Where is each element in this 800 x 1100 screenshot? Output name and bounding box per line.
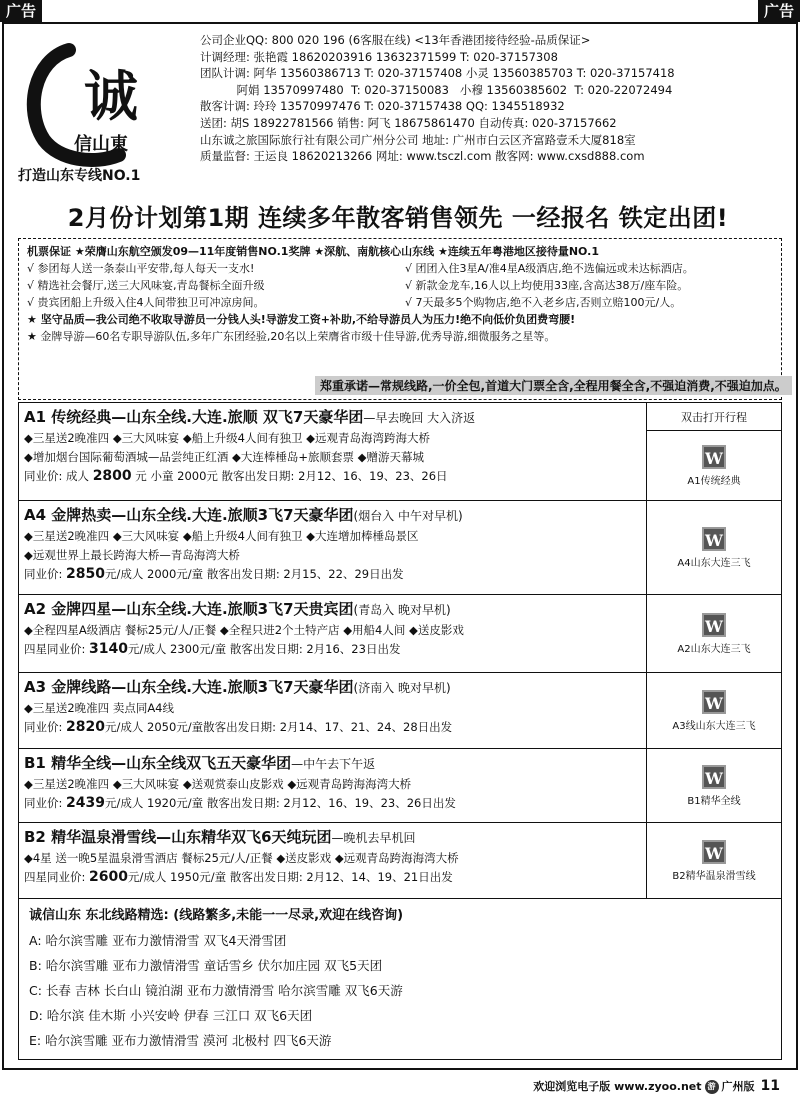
tour-title [24,598,641,621]
tour-feature-line: ◆三星送2晚准四 ◆三大风味宴 ◆船上升级4人间有独卫 ◆远观青岛海湾跨海大桥 [24,431,430,445]
guarantee-item: √ 团团入住3星A/准4星A级酒店,绝不选偏远或未达标酒店。 [405,262,694,275]
itinerary-file[interactable] [647,431,781,501]
tour-price-b: 2850 [66,566,105,582]
tour-title-main: A2 金牌四星—山东全线.大连.旅顺3飞7天贵宾团 [24,600,354,618]
tour-title-sub: —中午去下午返 [291,757,376,771]
itinerary-file-label: A3线山东大连三飞 [672,720,756,732]
ad-tag-left: 广告 [0,0,42,22]
tour-price-b: 2439 [66,795,105,811]
tour-feature-line: ◆三星送2晚准四 卖点同A4线 [24,701,174,715]
tour-price-b: 2800 [92,468,132,484]
tour-title-sub: (青岛入 晚对早机) [353,603,451,617]
guarantee-quality: ★ 坚守品质—我公司绝不收取导游员一分钱人头!导游发工资+补助,不给导游员人为压力!绝不向低价负团费弯腰! [27,313,576,326]
footer-text: 欢迎浏览电子版 www.zyoo.net [533,1080,702,1093]
word-doc-icon[interactable]: W [702,840,726,864]
tour-price-a: 同业价: [24,796,67,810]
logo-sub-chars: 信山東 [74,134,128,155]
tour-table [18,402,782,1060]
tour-row [19,595,646,673]
contact-line: 计调经理: 张艳霞 18620203916 13632371599 T: 020-37157308 [200,49,558,64]
page-number: 11 [760,1078,780,1094]
tour-feature-line: ◆三星送2晚准四 ◆三大风味宴 ◆送观赏泰山皮影戏 ◆远观青岛跨海海湾大桥 [24,777,412,791]
company-logo [14,30,184,190]
itinerary-files [647,403,781,899]
tour-feature-line: ◆增加烟台国际葡萄酒城—品尝纯正红酒 ◆大连棒棰岛+旅顺套票 ◆赠游天幕城 [24,450,424,464]
tour-title-sub: (济南入 晚对早机) [353,681,451,695]
tour-price-c: 元 小童 2000元 散客出发日期: 2月12、16、19、23、26日 [131,469,448,483]
tour-price [24,640,641,659]
contact-block [200,32,785,165]
tour-price-a: 四星同业价: [24,870,90,884]
itinerary-file[interactable] [647,823,781,899]
tour-price [24,718,641,737]
tour-feature-line: ◆全程四星A级酒店 餐标25元/人/正餐 ◆全程只进2个土特产店 ◆用船4人间 ◆送皮影戏 [24,623,464,637]
tour-list [19,403,647,899]
promise-banner: 郑重承诺—常规线路,一价全包,首道大门票全含,全程用餐全含,不强迫消费,不强迫加点。 [315,376,792,395]
route-item: D: 哈尔滨 佳木斯 小兴安岭 伊春 三江口 双飞6天团 [29,1008,313,1023]
guarantee-item: √ 新款金龙车,16人以上均使用33座,含高达38万/座车险。 [405,279,689,292]
itinerary-file[interactable] [647,673,781,749]
contact-line: 山东诚之旅国际旅行社有限公司广州分公司 地址: 广州市白云区齐富路壹禾大厦818室 [200,132,636,147]
route-item: B: 哈尔滨雪雕 亚布力激情滑雪 童话雪乡 伏尔加庄园 双飞5天团 [29,958,383,973]
guarantee-item: √ 7天最多5个购物店,绝不入老乡店,否则立赔100元/人。 [405,296,682,309]
contact-line: 阿娟 13570997480 T: 020-37150083 小穆 13560385602 T: 020-22072494 [200,82,673,97]
itinerary-file[interactable] [647,501,781,595]
logo-slogan: 打造山东专线NO.1 [18,168,141,184]
tour-title [24,406,641,429]
tour-title-sub: (烟台入 中午对早机) [353,509,463,523]
tour-price-c: 元/成人 2050元/童散客出发日期: 2月14、17、21、24、28日出发 [105,720,453,734]
zyoo-badge-icon: 游 [705,1080,719,1094]
guarantee-guide: ★ 金牌导游—60名专职导游队伍,多年广东团经验,20名以上荣膺省市级十佳导游,优秀导游,细微服务之星等。 [27,330,556,343]
route-item: A: 哈尔滨雪雕 亚布力激情滑雪 双飞4天滑雪团 [29,933,287,948]
tour-feature-line: ◆远观世界上最长跨海大桥—青岛海湾大桥 [24,548,240,562]
contact-line: 散客计调: 玲玲 13570997476 T: 020-37157438 QQ: 1345518932 [200,99,565,114]
tour-row [19,403,646,501]
logo-brush-icon [14,30,184,190]
tour-feature-line: ◆4星 送一晚5星温泉滑雪酒店 餐标25元/人/正餐 ◆送皮影戏 ◆远观青岛跨海海湾大桥 [24,851,459,865]
tour-price-b: 2820 [66,719,105,735]
word-doc-icon[interactable]: W [702,690,726,714]
page-headline: 2月份计划第1期 连续多年散客销售领先 一经报名 铁定出团! [67,204,729,232]
route-item: E: 哈尔滨雪雕 亚布力激情滑雪 漠河 北极村 四飞6天游 [29,1033,332,1048]
tour-price-a: 同业价: 成人 [24,469,93,483]
tour-title-main: B1 精华全线—山东全线双飞五天豪华团 [24,754,292,772]
itinerary-file-label: A4山东大连三飞 [677,557,751,569]
tour-price-c: 元/成人 1920元/童 散客出发日期: 2月12、16、19、23、26日出发 [105,796,456,810]
side-header: 双击打开行程 [647,403,781,431]
tour-row [19,823,646,899]
tour-title-main: B2 精华温泉滑雪线—山东精华双飞6天纯玩团 [24,828,332,846]
tour-title-sub: —早去晚回 大入济返 [363,411,476,425]
itinerary-file-label: B2精华温泉滑雪线 [672,870,756,882]
tour-feature-line: ◆三星送2晚准四 ◆三大风味宴 ◆船上升级4人间有独卫 ◆大连增加棒棰岛景区 [24,529,419,543]
northeast-routes [19,899,781,1057]
itinerary-file[interactable] [647,595,781,673]
tour-title [24,826,641,849]
contact-line: 质量监督: 王运良 18620213266 网址: www.tsczl.com 散客网: www.cxsd888.com [200,149,645,164]
itinerary-file-label: A1传统经典 [687,475,741,487]
tour-price [24,565,641,584]
tour-price-b: 3140 [89,641,128,657]
tour-price [24,794,641,813]
tour-price-c: 元/成人 1950元/童 散客出发日期: 2月12、14、19、21日出发 [128,870,453,884]
footer-edition: 广州版 [721,1080,755,1093]
tour-price-a: 同业价: [24,720,67,734]
page-footer [533,1078,780,1094]
tour-price [24,868,641,887]
tour-title-main: A4 金牌热卖—山东全线.大连.旅顺3飞7天豪华团 [24,506,354,524]
itinerary-file-label: B1精华全线 [687,795,741,807]
tour-title-main: A3 金牌线路—山东全线.大连.旅顺3飞7天豪华团 [24,678,354,696]
tour-price-b: 2600 [89,869,128,885]
logo-main-char: 诚 [84,64,138,128]
ad-tag-right: 广告 [758,0,800,22]
contact-line: 送团: 胡S 18922781566 销售: 阿飞 18675861470 自动传真: 020-37157662 [200,115,617,130]
tour-row [19,501,646,595]
guarantee-item: √ 参团每人送一条泰山平安带,每人每天一支水! [27,262,255,275]
word-doc-icon[interactable]: W [702,445,726,469]
guarantee-header: 机票保证 ★荣膺山东航空颁发09—11年度销售NO.1奖牌 ★深航、南航核心山东线 ★连续五年粤港地区接待量NO.1 [27,245,599,258]
tour-price-a: 四星同业价: [24,642,90,656]
itinerary-file[interactable] [647,749,781,823]
itinerary-file-label: A2山东大连三飞 [677,643,751,655]
word-doc-icon[interactable]: W [702,613,726,637]
tour-title [24,752,641,775]
word-doc-icon[interactable]: W [702,765,726,789]
word-doc-icon[interactable]: W [702,527,726,551]
tour-row [19,749,646,823]
guarantee-item: √ 贵宾团船上升级入住4人间带独卫可冲凉房间。 [27,296,265,309]
route-item: C: 长春 吉林 长白山 镜泊湖 亚布力激情滑雪 哈尔滨雪雕 双飞6天游 [29,983,403,998]
guarantee-item: √ 精选社会餐厅,送三大风味宴,青岛餐标全面升级 [27,279,265,292]
tour-price [24,467,641,486]
northeast-title: 诚信山东 东北线路精选: (线路繁多,未能一一尽录,欢迎在线咨询) [29,908,404,923]
tour-title [24,504,641,527]
tour-row [19,673,646,749]
contact-line: 公司企业QQ: 800 020 196 (6客服在线) <13年香港团接待经验-品质保证> [200,33,591,47]
tour-price-a: 同业价: [24,567,67,581]
tour-title-sub: —晚机去早机回 [331,831,416,845]
tour-price-c: 元/成人 2000元/童 散客出发日期: 2月15、22、29日出发 [105,567,404,581]
tour-price-c: 元/成人 2300元/童 散客出发日期: 2月16、23日出发 [128,642,401,656]
tour-title [24,676,641,699]
tour-title-main: A1 传统经典—山东全线.大连.旅顺 双飞7天豪华团 [24,408,364,426]
contact-line: 团队计调: 阿华 13560386713 T: 020-37157408 小灵 13560385703 T: 020-37157418 [200,66,675,81]
